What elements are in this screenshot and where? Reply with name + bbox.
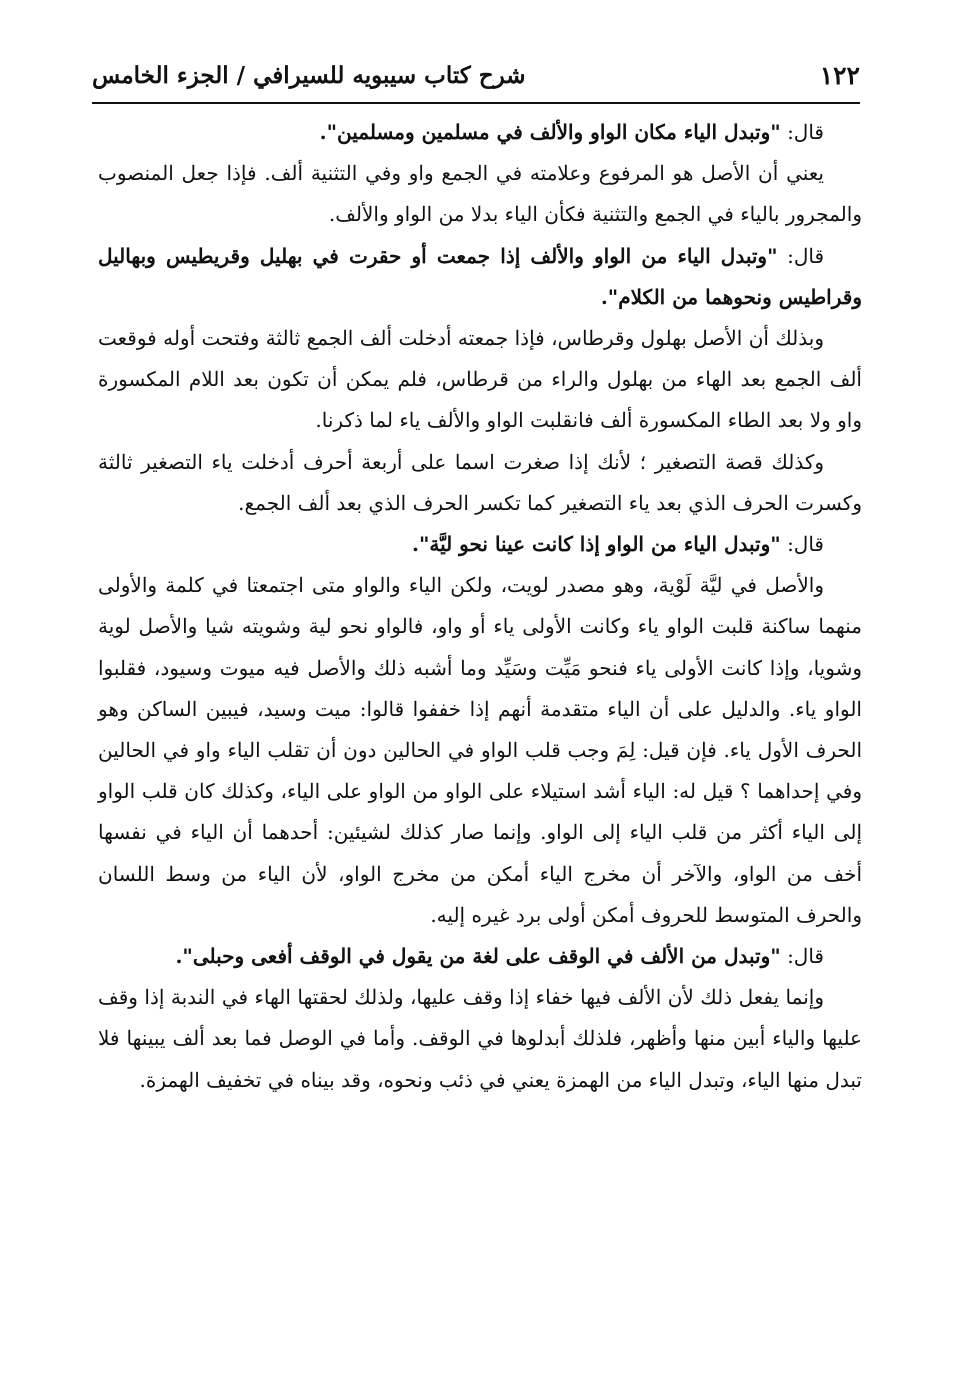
quote-text: "وتبدل من الألف في الوقف على لغة من يقول في الوقف أفعى وحبلى". bbox=[175, 944, 781, 969]
quote-label: قال: bbox=[787, 944, 824, 969]
header-rule bbox=[92, 102, 860, 104]
quote-text: "وتبدل الياء من الواو إذا كانت عينا نحو ليَّة". bbox=[411, 532, 781, 557]
page-header bbox=[92, 52, 860, 98]
paragraph-3: وكذلك قصة التصغير ؛ لأنك إذا صغرت اسما على أربعة أحرف أدخلت ياء التصغير ثالثة وكسرت الحرف الذي بعد ياء التصغير كما تكسر الحرف الذي بعد ألف الجمع. bbox=[98, 449, 862, 515]
paragraph-5: وإنما يفعل ذلك لأن الألف فيها خفاء إذا وقف عليها، ولذلك لحقتها الهاء في الندبة إذا وقف عليها والياء أبين منها وأظهر، فلذلك أبدلوها في الوقف. وأما في الوصل فما بعد ألف يبينها فلا تبدل منها الياء، وتبدل الياء من الهمزة يعني في ذئب ونحوه، وقد بيناه في تخفيف الهمزة. bbox=[98, 985, 862, 1092]
page-body bbox=[98, 112, 862, 1101]
quote-label: قال: bbox=[787, 532, 824, 557]
paragraph-1: يعني أن الأصل هو المرفوع وعلامته في الجمع واو وفي التثنية ألف. فإذا جعل المنصوب والمجرور بالياء في الجمع والتثنية فكأن الياء بدلا من الواو والألف. bbox=[98, 161, 862, 227]
quote-label: قال: bbox=[787, 243, 825, 268]
paragraph-4: والأصل في ليَّة لَوْية، وهو مصدر لويت، ولكن الياء والواو متى اجتمعتا في كلمة والأولى منهما ساكنة قلبت الواو ياء وكانت الأولى ياء أو واو، فالواو نحو لية وشويته شيا والأصل لوية وشويا، وإذا كانت الأولى ياء فنحو مَيِّت وسَيِّد وما أشبه ذلك والأصل فيه ميوت وسيود، فقلبوا الواو ياء. والدليل على أن الياء متقدمة أنهم إذا خففوا قالوا: ميت وسيد، فيبين الساكن وهو الحرف الأول ياء. فإن قيل: لِمَ وجب قلب الواو في الحالين دون أن تقلب الياء واو في الحالين وفي إحداهما ؟ قيل له: الياء أشد استيلاء على الواو من الواو على الياء، وكذلك كان قلب الواو إلى الياء أكثر من قلب الياء إلى الواو. وإنما صار كذلك لشيئين: أحدهما أن الياء في نفسها أخف من الواو، والآخر أن مخرج الياء أمكن من مخرج الواو، لأن الياء من وسط اللسان والحرف المتوسط للحروف أمكن أولى برد غيره إليه. bbox=[98, 573, 862, 927]
quote-text: "وتبدل الياء من الواو والألف إذا جمعت أو حقرت في بهليل وقريطيس وبهاليل وقراطيس ونحوهما من الكلام". bbox=[98, 243, 862, 309]
quote-4 bbox=[98, 936, 862, 977]
quote-label: قال: bbox=[787, 120, 824, 144]
running-title: شرح كتاب سيبويه للسيرافي / الجزء الخامس bbox=[92, 61, 526, 89]
page-number: ١٢٢ bbox=[819, 60, 860, 90]
quote-3 bbox=[98, 524, 862, 565]
quote-1 bbox=[98, 112, 862, 153]
quote-2 bbox=[98, 236, 862, 318]
quote-text: "وتبدل الياء مكان الواو والألف في مسلمين ومسلمين". bbox=[319, 120, 781, 144]
paragraph-2: وبذلك أن الأصل بهلول وقرطاس، فإذا جمعته أدخلت ألف الجمع ثالثة وفتحت أوله فوقعت ألف الجمع بعد الهاء من بهلول والراء من قرطاس، فلم يمكن أن تكون بعد اللام المكسورة واو ولا بعد الطاء المكسورة ألف فانقلبت الواو والألف ياء لما ذكرنا. bbox=[98, 326, 862, 433]
